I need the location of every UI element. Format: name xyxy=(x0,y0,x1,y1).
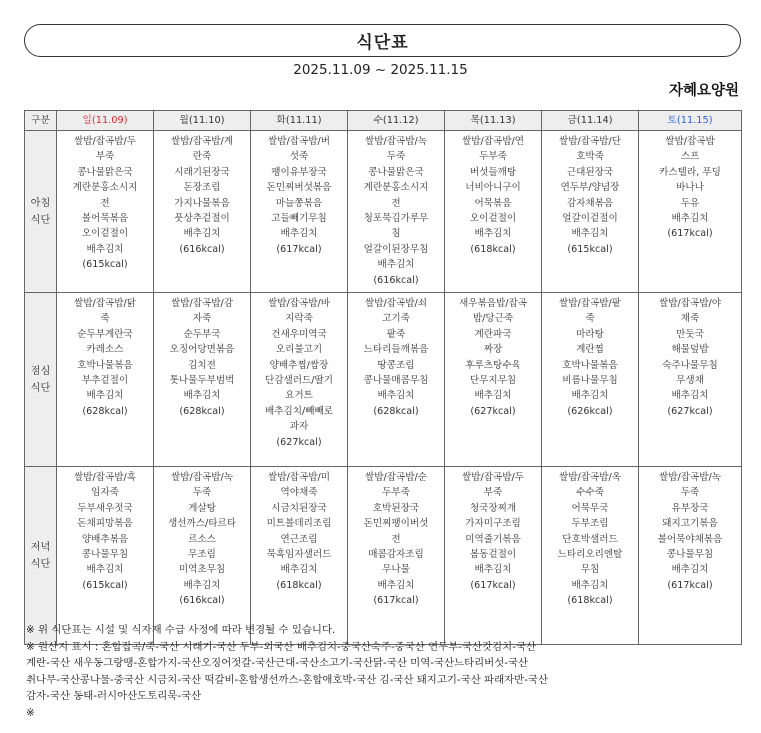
menu-item: 돈장조림 xyxy=(183,182,221,194)
menu-item: 배추김치 xyxy=(377,579,415,591)
menu-item: 스프 xyxy=(680,151,700,163)
menu-cell-breakfast-sun xyxy=(57,131,154,293)
menu-item: 미역초무침 xyxy=(178,564,226,576)
menu-item: (628kcal) xyxy=(82,405,128,417)
menu-item: 두죽 xyxy=(386,151,406,163)
menu-cell-dinner-sat xyxy=(639,467,742,645)
menu-item: 순두부계란국 xyxy=(77,328,133,340)
menu-item: 돈민찌버섯볶음 xyxy=(266,182,332,194)
menu-cell-lunch-wed xyxy=(348,293,445,467)
menu-item: 근대된장국 xyxy=(566,166,614,178)
day-header-thu: 목(11.13) xyxy=(445,111,542,131)
menu-item: (627kcal) xyxy=(667,405,713,417)
menu-item: 두유 xyxy=(680,197,700,209)
menu-item: (626kcal) xyxy=(567,405,613,417)
menu-item: 버섯들깨탕 xyxy=(469,166,517,178)
menu-item: 어묵볶음 xyxy=(474,197,512,209)
menu-cell-dinner-mon xyxy=(154,467,251,645)
menu-item: 미역줄기볶음 xyxy=(465,533,521,545)
menu-item: 돼지고기볶음 xyxy=(662,518,718,530)
category-header: 구분 xyxy=(25,111,57,131)
menu-item: 매콤감자조림 xyxy=(368,549,424,561)
note-line: ※ xyxy=(26,706,35,719)
menu-item: 역야채죽 xyxy=(280,487,318,499)
menu-item: (618kcal) xyxy=(567,595,613,607)
menu-item: 쌀밥/잡곡밥/쇠 xyxy=(364,298,428,309)
title-banner xyxy=(24,24,741,57)
menu-item: 섯죽 xyxy=(289,151,309,163)
menu-item: 쌀밥/잡곡밥/감 xyxy=(170,298,234,309)
menu-item: 쌀밥/잡곡밥/옥 xyxy=(558,472,622,483)
menu-item: 침 xyxy=(391,228,401,240)
menu-item: 쌀밥/잡곡밥/미 xyxy=(267,472,331,483)
menu-item: 배추김치 xyxy=(86,390,124,402)
menu-item: 배추김치 xyxy=(474,228,512,240)
menu-item: 배추김치 xyxy=(183,579,221,591)
organization-name: 자혜요양원 xyxy=(668,83,739,99)
menu-item: (617kcal) xyxy=(667,579,713,591)
menu-item: 수수죽 xyxy=(576,487,604,499)
menu-item: 쌀밥/잡곡밥/버 xyxy=(267,136,331,147)
menu-item: 팽이유부장국 xyxy=(271,166,327,178)
menu-item: 두죽 xyxy=(680,487,700,499)
menu-cell-breakfast-thu xyxy=(445,131,542,293)
meal-label-text: 아침 xyxy=(30,197,51,209)
menu-item: 시금치된장국 xyxy=(271,502,327,514)
menu-item: 가자미구조림 xyxy=(465,518,521,530)
menu-item: 임자죽 xyxy=(91,487,119,499)
menu-item: 연근조림 xyxy=(280,533,318,545)
menu-item: 쌀밥/잡곡밥 xyxy=(665,136,715,147)
menu-item: 오이겉절이 xyxy=(469,213,517,225)
day-header-sun: 일(11.09) xyxy=(57,111,154,131)
day-header-wed: 수(11.12) xyxy=(348,111,445,131)
menu-item: 김치전 xyxy=(188,359,216,371)
menu-item: 전 xyxy=(100,197,110,209)
menu-item: 단감샐러드/딸기 xyxy=(264,375,334,387)
menu-item: 배추김치 xyxy=(671,213,709,225)
menu-item: (627kcal) xyxy=(276,436,322,448)
meal-row-breakfast xyxy=(25,131,742,293)
menu-item: 톳나물두부범벅 xyxy=(169,375,235,387)
menu-item: (616kcal) xyxy=(373,274,419,286)
table-header-row xyxy=(25,111,742,131)
day-header-sat: 토(11.15) xyxy=(639,111,742,131)
menu-item: 배추김치 xyxy=(377,259,415,271)
menu-cell-lunch-mon xyxy=(154,293,251,467)
menu-item: 카스텔라, 푸딩 xyxy=(659,166,721,178)
menu-item: 시래기된장국 xyxy=(174,166,230,178)
menu-item: 배추김치 xyxy=(671,564,709,576)
menu-item: (615kcal) xyxy=(82,579,128,591)
menu-item: 쌀밥/잡곡밥/순 xyxy=(364,472,428,483)
menu-item: 배추김치 xyxy=(377,390,415,402)
menu-item: (617kcal) xyxy=(470,579,516,591)
menu-item: 란죽 xyxy=(192,151,212,163)
menu-item: 죽 xyxy=(100,313,110,325)
menu-item: 배추김치/빼빼로 xyxy=(264,405,334,417)
menu-item: 콩나물무침 xyxy=(666,549,714,561)
menu-item: 느타리들깨볶음 xyxy=(363,344,429,356)
meal-label-breakfast xyxy=(25,131,57,293)
menu-item: 계란파국 xyxy=(474,328,512,340)
meal-label-text: 식단 xyxy=(30,382,51,394)
menu-item: 배추김치 xyxy=(183,228,221,240)
menu-item: 채죽 xyxy=(680,313,700,325)
menu-item: 르소스 xyxy=(188,533,216,545)
menu-item: 무조림 xyxy=(188,549,216,561)
note-line: ※ 원산지 표시 : 혼합잡곡/죽-국산 시래기-국산 두부-외국산 배추김치-중국산숙주-중국산 연두부-국산갓김치-국산 xyxy=(26,640,537,653)
menu-item: 배추김치 xyxy=(474,564,512,576)
menu-item: 단무지무침 xyxy=(469,375,517,387)
note-line: ※ 위 식단표는 시설 및 식자재 수급 사정에 따라 변경될 수 있습니다. xyxy=(26,624,336,636)
menu-item: 오징어당면볶음 xyxy=(169,344,235,356)
menu-item: 쌀밥/잡곡밥/두 xyxy=(461,472,525,483)
menu-item: 비름나물무침 xyxy=(562,375,618,387)
menu-item: 무생채 xyxy=(676,375,704,387)
meal-plan-table xyxy=(24,110,742,645)
menu-item: 감자채볶음 xyxy=(566,197,614,209)
menu-item: (615kcal) xyxy=(82,259,128,271)
menu-item: (628kcal) xyxy=(373,405,419,417)
meal-label-text: 식단 xyxy=(30,558,51,570)
menu-item: 어묵무국 xyxy=(571,502,609,514)
menu-item: 부죽 xyxy=(95,151,115,163)
meal-label-lunch xyxy=(25,293,57,467)
footnotes xyxy=(26,622,756,722)
menu-item: 새우볶음밥/잡곡 xyxy=(458,298,528,309)
menu-item: 순두부국 xyxy=(183,328,221,340)
menu-item: (617kcal) xyxy=(276,243,322,255)
menu-item: (616kcal) xyxy=(179,243,225,255)
menu-item: 두부죽 xyxy=(479,151,507,163)
menu-item: 요거트 xyxy=(285,390,313,402)
menu-cell-dinner-sun xyxy=(57,467,154,645)
menu-item: 쌀밥/잡곡밥/흑 xyxy=(73,472,137,483)
menu-item: 고기죽 xyxy=(382,313,410,325)
menu-item: 무나물 xyxy=(382,564,410,576)
day-header-mon: 월(11.10) xyxy=(154,111,251,131)
menu-item: 가지나물볶음 xyxy=(174,197,230,209)
menu-cell-dinner-thu xyxy=(445,467,542,645)
menu-item: 쌀밥/잡곡밥/팥 xyxy=(558,298,622,309)
menu-item: 밥/당근죽 xyxy=(472,313,514,325)
menu-item: 두죽 xyxy=(192,487,212,499)
menu-item: 전 xyxy=(391,533,401,545)
menu-item: 두부새우젓국 xyxy=(77,502,133,514)
menu-item: 쌀밥/잡곡밥/녹 xyxy=(170,472,234,483)
menu-item: 돈채피망볶음 xyxy=(77,518,133,530)
menu-item: 연두부/양념장 xyxy=(560,182,620,194)
menu-item: 쌀밥/잡곡밥/야 xyxy=(658,298,722,309)
menu-item: (615kcal) xyxy=(567,243,613,255)
menu-item: 계란찜 xyxy=(576,344,604,356)
menu-item: 게살탕 xyxy=(188,502,216,514)
menu-item: 죽 xyxy=(585,313,595,325)
menu-item: 배추김치 xyxy=(671,390,709,402)
menu-item: 호박나물볶음 xyxy=(562,359,618,371)
menu-item: 생선까스/타르타 xyxy=(167,518,237,530)
menu-item: 풋상추겉절이 xyxy=(174,213,230,225)
menu-item: 쌀밥/잡곡밥/두 xyxy=(73,136,137,147)
menu-item: 마라탕 xyxy=(576,328,604,340)
menu-item: 느타리오리엔탈 xyxy=(557,549,623,561)
menu-item: 만둣국 xyxy=(676,328,704,340)
menu-cell-lunch-thu xyxy=(445,293,542,467)
menu-item: 후루츠탕수육 xyxy=(465,359,521,371)
menu-cell-breakfast-mon xyxy=(154,131,251,293)
menu-item: 쌀밥/잡곡밥/단 xyxy=(558,136,622,147)
menu-cell-breakfast-tue xyxy=(251,131,348,293)
menu-item: 쌀밥/잡곡밥/닭 xyxy=(73,298,137,309)
menu-item: 마늘쫑볶음 xyxy=(275,197,323,209)
menu-item: 볼어묵야채볶음 xyxy=(657,533,723,545)
menu-item: 콩나물매콤무침 xyxy=(363,375,429,387)
menu-item: 건새우미역국 xyxy=(271,328,327,340)
menu-item: 미트볼데리조림 xyxy=(266,518,332,530)
menu-item: 부죽 xyxy=(483,487,503,499)
menu-item: (618kcal) xyxy=(276,579,322,591)
menu-item: 호박된장국 xyxy=(372,502,420,514)
menu-item: 너비아니구이 xyxy=(465,182,521,194)
page-title: 식단표 xyxy=(356,33,409,53)
menu-item: 얼갈이겉절이 xyxy=(562,213,618,225)
note-line: 감자-국산 동태-러시아산도토리묵-국산 xyxy=(26,690,202,703)
menu-item: 배추김치 xyxy=(280,564,318,576)
menu-item: 콩나물맑은국 xyxy=(368,166,424,178)
menu-item: 쌀밥/잡곡밥/연 xyxy=(461,136,525,147)
menu-cell-dinner-wed xyxy=(348,467,445,645)
menu-item: 계란분홍소시지 xyxy=(72,182,138,194)
meal-label-text: 점심 xyxy=(30,365,51,377)
menu-item: 배추김치 xyxy=(280,228,318,240)
menu-item: (617kcal) xyxy=(373,595,419,607)
menu-item: 단호박샐러드 xyxy=(562,533,618,545)
menu-item: 양배추찜/쌈장 xyxy=(269,359,329,371)
menu-item: 배추김치 xyxy=(571,390,609,402)
menu-item: 전 xyxy=(391,197,401,209)
meal-label-text: 저녁 xyxy=(30,541,51,553)
menu-cell-dinner-tue xyxy=(251,467,348,645)
menu-item: 카레소스 xyxy=(86,344,124,356)
menu-item: 유부장국 xyxy=(671,502,709,514)
menu-item: 배추김치 xyxy=(183,390,221,402)
day-header-tue: 화(11.11) xyxy=(251,111,348,131)
menu-item: 볼어묵볶음 xyxy=(81,213,129,225)
menu-item: 오리불고기 xyxy=(275,344,323,356)
menu-item: 얼갈이된장무침 xyxy=(363,243,429,255)
menu-item: 팥죽 xyxy=(386,328,406,340)
menu-cell-breakfast-sat xyxy=(639,131,742,293)
menu-item: 과자 xyxy=(289,421,309,433)
day-header-fri: 금(11.14) xyxy=(542,111,639,131)
menu-item: 쌀밥/잡곡밥/계 xyxy=(170,136,234,147)
menu-cell-lunch-fri xyxy=(542,293,639,467)
menu-cell-lunch-sat xyxy=(639,293,742,467)
menu-item: 콩나물맑은국 xyxy=(77,166,133,178)
menu-item: (628kcal) xyxy=(179,405,225,417)
menu-item: 묵흑임자샐러드 xyxy=(266,549,332,561)
menu-item: (627kcal) xyxy=(470,405,516,417)
menu-item: 숙주나물무침 xyxy=(662,359,718,371)
menu-item: 오이겉절이 xyxy=(81,228,129,240)
menu-item: 지락죽 xyxy=(285,313,313,325)
menu-item: 배추김치 xyxy=(474,390,512,402)
menu-item: 쌀밥/잡곡밥/녹 xyxy=(364,136,428,147)
menu-item: 무침 xyxy=(580,564,600,576)
menu-item: 양배추볶음 xyxy=(81,533,129,545)
menu-item: 청국장찌개 xyxy=(469,502,517,514)
menu-item: 해물덮밥 xyxy=(671,344,709,356)
menu-item: 두부조림 xyxy=(571,518,609,530)
menu-item: 호박죽 xyxy=(576,151,604,163)
menu-item: 호박나물볶음 xyxy=(77,359,133,371)
menu-cell-breakfast-fri xyxy=(542,131,639,293)
menu-item: 청포묵김가루무 xyxy=(363,213,429,225)
meal-row-lunch xyxy=(25,293,742,467)
menu-item: (618kcal) xyxy=(470,243,516,255)
note-line: 계란-국산 새우동그랑땡-혼합가지-국산오징어젓갈-국산근대-국산소고기-국산닭-국산 미역-국산느타리버섯-국산 xyxy=(26,657,529,670)
menu-item: 배추김치 xyxy=(571,579,609,591)
menu-cell-breakfast-wed xyxy=(348,131,445,293)
meal-label-text: 식단 xyxy=(30,214,51,226)
menu-item: 땅콩조림 xyxy=(377,359,415,371)
menu-item: 쌀밥/잡곡밥/바 xyxy=(267,298,331,309)
menu-item: 배추김치 xyxy=(571,228,609,240)
meal-label-dinner xyxy=(25,467,57,645)
menu-item: 바나나 xyxy=(676,182,704,194)
menu-cell-lunch-sun xyxy=(57,293,154,467)
menu-item: (616kcal) xyxy=(179,595,225,607)
menu-item: 계란분홍소시지 xyxy=(363,182,429,194)
menu-cell-dinner-fri xyxy=(542,467,639,645)
date-range: 2025.11.09 ~ 2025.11.15 xyxy=(293,62,468,78)
menu-item: 짜장 xyxy=(483,344,503,356)
menu-item: 고들빼기무침 xyxy=(271,213,327,225)
menu-item: 두부죽 xyxy=(382,487,410,499)
menu-item: 배추김치 xyxy=(86,564,124,576)
menu-item: 콩나물무침 xyxy=(81,549,129,561)
menu-item: 배추김치 xyxy=(86,243,124,255)
menu-item: 쌀밥/잡곡밥/녹 xyxy=(658,472,722,483)
menu-item: (617kcal) xyxy=(667,228,713,240)
menu-cell-lunch-tue xyxy=(251,293,348,467)
menu-item: 부추겉절이 xyxy=(81,375,129,387)
menu-item: 돈민찌팽이버섯 xyxy=(363,518,429,530)
menu-item: 봄동겉절이 xyxy=(469,549,517,561)
menu-item: 자죽 xyxy=(192,313,212,325)
note-line: 취나무-국산콩나물-중국산 시금치-국산 떡갈비-혼합생선까스-혼합애호박-국산 김-국산 돼지고기-국산 파래자반-국산 xyxy=(26,673,549,686)
meal-row-dinner xyxy=(25,467,742,645)
